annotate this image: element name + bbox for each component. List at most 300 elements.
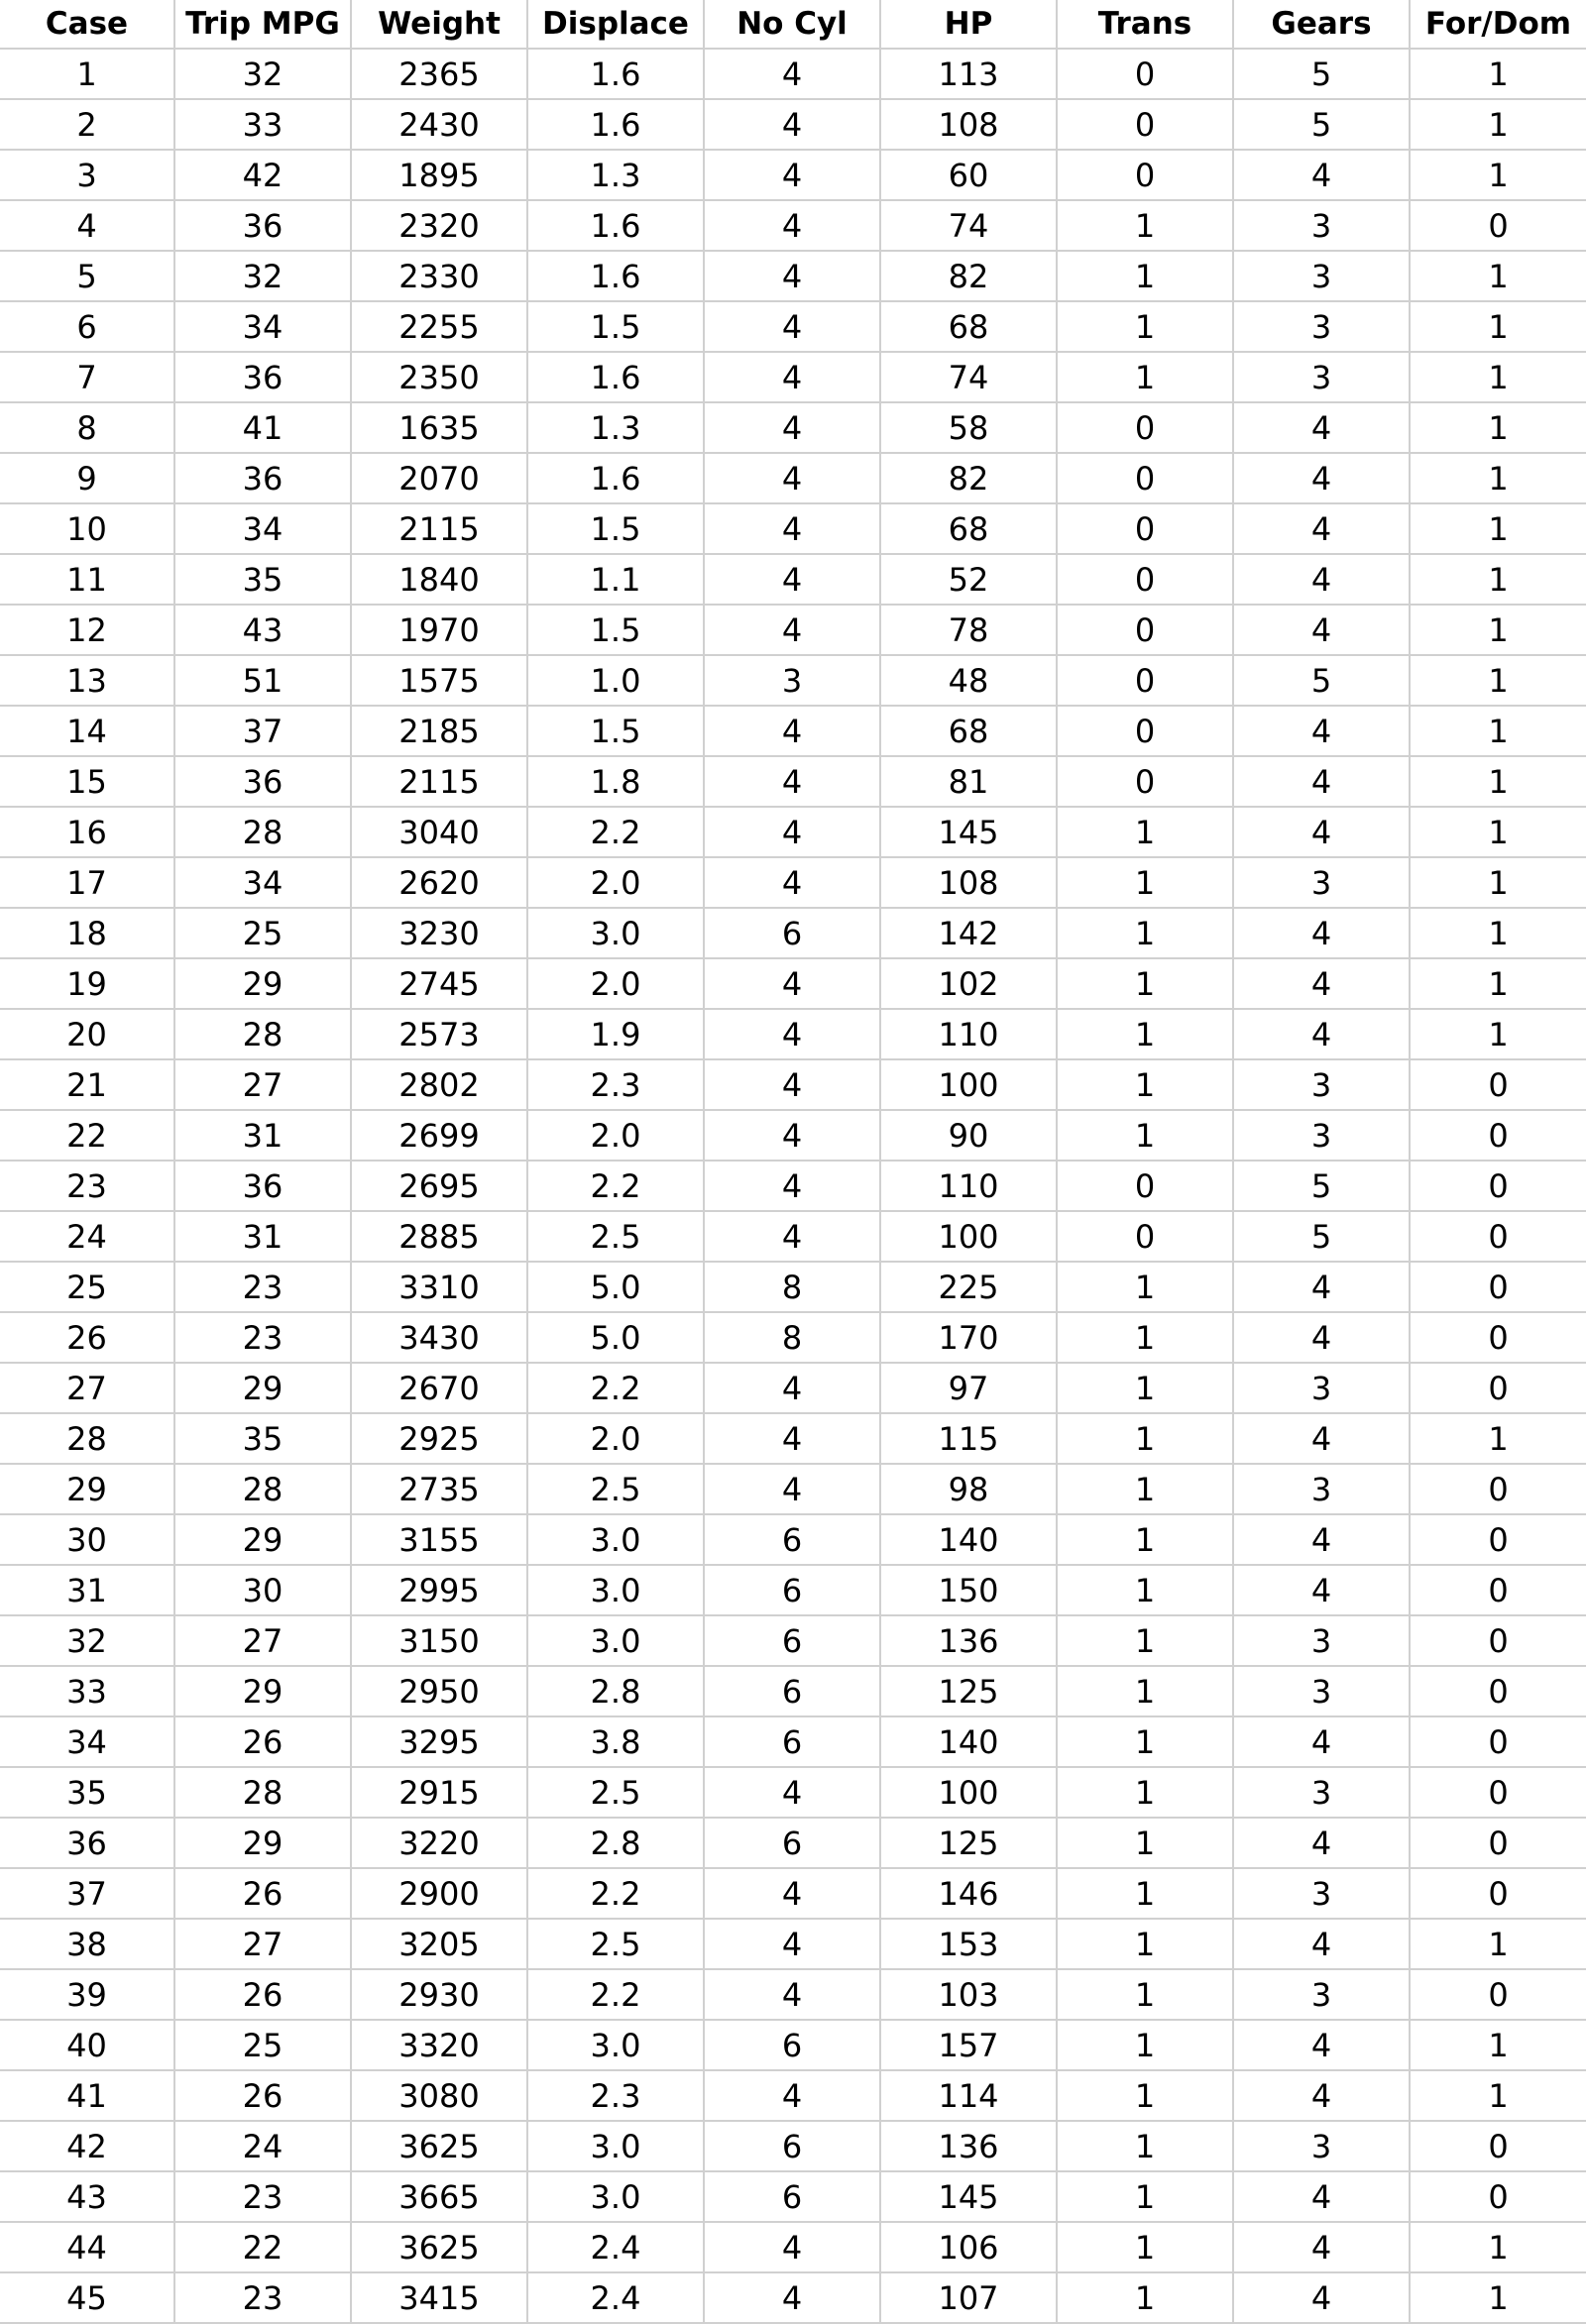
table-cell[interactable]: 2.5 [527,1919,704,1969]
table-cell[interactable]: 26 [174,1868,351,1919]
table-cell[interactable]: 2.8 [527,1818,704,1868]
table-cell[interactable]: 25 [174,2020,351,2070]
table-cell[interactable]: 1 [1410,908,1586,958]
table-cell[interactable]: 0 [1410,1161,1586,1211]
table-cell[interactable]: 37 [0,1868,174,1919]
table-cell[interactable]: 4 [704,150,880,200]
table-cell[interactable]: 5 [1233,655,1410,706]
table-cell[interactable]: 38 [0,1919,174,1969]
table-cell[interactable]: 3150 [351,1615,527,1666]
table-cell[interactable]: 31 [174,1211,351,1262]
table-cell[interactable]: 4 [704,1969,880,2020]
table-cell[interactable]: 16 [0,807,174,857]
table-cell[interactable]: 4 [1233,1919,1410,1969]
table-cell[interactable]: 3625 [351,2121,527,2171]
table-cell[interactable]: 1.8 [527,756,704,807]
table-cell[interactable]: 29 [174,1666,351,1716]
table-cell[interactable]: 1 [1057,807,1233,857]
table-cell[interactable]: 44 [0,2222,174,2272]
table-cell[interactable]: 4 [1233,1312,1410,1363]
table-cell[interactable]: 2.0 [527,857,704,908]
table-cell[interactable]: 4 [704,706,880,756]
table-cell[interactable]: 3 [704,655,880,706]
table-cell[interactable]: 1840 [351,554,527,605]
table-cell[interactable]: 4 [704,1009,880,1059]
table-cell[interactable]: 0 [1410,1666,1586,1716]
table-cell[interactable]: 3.0 [527,2171,704,2222]
table-cell[interactable]: 35 [174,554,351,605]
table-cell[interactable]: 2670 [351,1363,527,1413]
table-cell[interactable]: 0 [1410,1615,1586,1666]
table-cell[interactable]: 2115 [351,503,527,554]
table-cell[interactable]: 3 [1233,857,1410,908]
table-cell[interactable]: 82 [880,251,1057,301]
table-cell[interactable]: 4 [0,200,174,251]
table-cell[interactable]: 0 [1410,1969,1586,2020]
table-cell[interactable]: 4 [1233,756,1410,807]
table-cell[interactable]: 1 [1057,1767,1233,1818]
table-cell[interactable]: 3 [1233,352,1410,402]
table-cell[interactable]: 3080 [351,2070,527,2121]
table-cell[interactable]: 114 [880,2070,1057,2121]
table-cell[interactable]: 5 [0,251,174,301]
table-cell[interactable]: 113 [880,49,1057,99]
table-cell[interactable]: 0 [1410,1363,1586,1413]
table-cell[interactable]: 20 [0,1009,174,1059]
table-cell[interactable]: 1.6 [527,453,704,503]
table-cell[interactable]: 74 [880,352,1057,402]
table-cell[interactable]: 4 [704,1464,880,1514]
table-cell[interactable]: 19 [0,958,174,1009]
table-cell[interactable]: 17 [0,857,174,908]
table-cell[interactable]: 35 [0,1767,174,1818]
table-cell[interactable]: 4 [1233,2222,1410,2272]
table-cell[interactable]: 145 [880,807,1057,857]
table-cell[interactable]: 2.0 [527,1110,704,1161]
table-cell[interactable]: 1 [1057,1413,1233,1464]
table-cell[interactable]: 5.0 [527,1312,704,1363]
table-cell[interactable]: 2.5 [527,1464,704,1514]
table-cell[interactable]: 1 [1057,2121,1233,2171]
table-cell[interactable]: 1 [1410,756,1586,807]
table-cell[interactable]: 0 [1410,1312,1586,1363]
table-cell[interactable]: 4 [704,1110,880,1161]
column-header[interactable]: Displace [527,0,704,49]
column-header[interactable]: Weight [351,0,527,49]
table-cell[interactable]: 4 [704,807,880,857]
table-cell[interactable]: 103 [880,1969,1057,2020]
table-cell[interactable]: 4 [704,1413,880,1464]
table-cell[interactable]: 5 [1233,1161,1410,1211]
table-cell[interactable]: 4 [704,1161,880,1211]
table-cell[interactable]: 23 [174,2171,351,2222]
table-cell[interactable]: 2330 [351,251,527,301]
table-cell[interactable]: 43 [0,2171,174,2222]
table-cell[interactable]: 125 [880,1666,1057,1716]
table-cell[interactable]: 26 [174,1969,351,2020]
table-cell[interactable]: 2430 [351,99,527,150]
table-cell[interactable]: 4 [704,503,880,554]
table-cell[interactable]: 1 [1057,2020,1233,2070]
table-cell[interactable]: 23 [174,1262,351,1312]
table-cell[interactable]: 29 [174,1514,351,1565]
table-cell[interactable]: 34 [0,1716,174,1767]
table-cell[interactable]: 12 [0,605,174,655]
column-header[interactable]: Gears [1233,0,1410,49]
table-cell[interactable]: 4 [1233,958,1410,1009]
table-cell[interactable]: 1 [1057,1009,1233,1059]
table-cell[interactable]: 1.5 [527,706,704,756]
table-cell[interactable]: 1 [1410,807,1586,857]
table-cell[interactable]: 102 [880,958,1057,1009]
table-cell[interactable]: 3 [1233,301,1410,352]
table-cell[interactable]: 81 [880,756,1057,807]
table-cell[interactable]: 1 [1410,49,1586,99]
table-cell[interactable]: 1 [1057,1110,1233,1161]
table-cell[interactable]: 26 [174,2070,351,2121]
table-cell[interactable]: 3 [1233,1868,1410,1919]
table-cell[interactable]: 1.6 [527,99,704,150]
table-cell[interactable]: 1.6 [527,49,704,99]
table-cell[interactable]: 2885 [351,1211,527,1262]
table-cell[interactable]: 26 [174,1716,351,1767]
table-cell[interactable]: 4 [704,756,880,807]
table-cell[interactable]: 1 [1057,908,1233,958]
table-cell[interactable]: 32 [0,1615,174,1666]
table-cell[interactable]: 3.0 [527,2121,704,2171]
table-cell[interactable]: 100 [880,1211,1057,1262]
table-cell[interactable]: 4 [1233,1413,1410,1464]
table-cell[interactable]: 3040 [351,807,527,857]
table-cell[interactable]: 3 [1233,1969,1410,2020]
table-cell[interactable]: 2.0 [527,1413,704,1464]
table-cell[interactable]: 39 [0,1969,174,2020]
table-cell[interactable]: 3 [1233,1110,1410,1161]
table-cell[interactable]: 33 [174,99,351,150]
table-cell[interactable]: 8 [704,1312,880,1363]
table-cell[interactable]: 170 [880,1312,1057,1363]
table-cell[interactable]: 145 [880,2171,1057,2222]
table-cell[interactable]: 26 [0,1312,174,1363]
table-cell[interactable]: 98 [880,1464,1057,1514]
table-cell[interactable]: 110 [880,1161,1057,1211]
table-cell[interactable]: 2255 [351,301,527,352]
table-cell[interactable]: 6 [704,2020,880,2070]
table-cell[interactable]: 1 [1057,2171,1233,2222]
table-cell[interactable]: 4 [1233,2020,1410,2070]
table-cell[interactable]: 3 [1233,1363,1410,1413]
table-cell[interactable]: 1 [1057,301,1233,352]
table-cell[interactable]: 4 [704,605,880,655]
table-cell[interactable]: 40 [0,2020,174,2070]
table-cell[interactable]: 30 [0,1514,174,1565]
table-cell[interactable]: 2.5 [527,1767,704,1818]
table-cell[interactable]: 1 [0,49,174,99]
table-cell[interactable]: 146 [880,1868,1057,1919]
table-cell[interactable]: 34 [174,301,351,352]
table-cell[interactable]: 1.5 [527,503,704,554]
table-cell[interactable]: 3415 [351,2272,527,2323]
table-cell[interactable]: 1 [1410,706,1586,756]
table-cell[interactable]: 2320 [351,200,527,251]
table-cell[interactable]: 68 [880,706,1057,756]
table-cell[interactable]: 2.2 [527,1868,704,1919]
table-cell[interactable]: 0 [1057,402,1233,453]
table-cell[interactable]: 2995 [351,1565,527,1615]
table-cell[interactable]: 36 [0,1818,174,1868]
table-cell[interactable]: 43 [174,605,351,655]
table-cell[interactable]: 108 [880,857,1057,908]
table-cell[interactable]: 140 [880,1514,1057,1565]
table-cell[interactable]: 6 [704,1716,880,1767]
table-cell[interactable]: 4 [704,2222,880,2272]
table-cell[interactable]: 3.8 [527,1716,704,1767]
table-cell[interactable]: 42 [0,2121,174,2171]
table-cell[interactable]: 140 [880,1716,1057,1767]
table-cell[interactable]: 41 [174,402,351,453]
table-cell[interactable]: 1 [1057,1615,1233,1666]
table-cell[interactable]: 2.2 [527,1161,704,1211]
table-cell[interactable]: 4 [1233,1565,1410,1615]
table-cell[interactable]: 4 [704,857,880,908]
table-cell[interactable]: 3320 [351,2020,527,2070]
table-cell[interactable]: 2.0 [527,958,704,1009]
table-cell[interactable]: 2.2 [527,1969,704,2020]
table-cell[interactable]: 2.2 [527,1363,704,1413]
table-cell[interactable]: 2.3 [527,1059,704,1110]
table-cell[interactable]: 1.6 [527,352,704,402]
table-cell[interactable]: 2695 [351,1161,527,1211]
table-cell[interactable]: 0 [1410,1565,1586,1615]
table-cell[interactable]: 27 [174,1059,351,1110]
table-cell[interactable]: 78 [880,605,1057,655]
table-cell[interactable]: 0 [1410,1110,1586,1161]
table-cell[interactable]: 3.0 [527,1615,704,1666]
table-cell[interactable]: 1 [1057,251,1233,301]
table-cell[interactable]: 4 [1233,1514,1410,1565]
table-cell[interactable]: 1 [1057,1363,1233,1413]
table-cell[interactable]: 2.8 [527,1666,704,1716]
table-cell[interactable]: 4 [704,352,880,402]
table-cell[interactable]: 0 [1410,1059,1586,1110]
table-cell[interactable]: 4 [1233,2070,1410,2121]
table-cell[interactable]: 4 [1233,453,1410,503]
column-header[interactable]: HP [880,0,1057,49]
table-cell[interactable]: 6 [704,2171,880,2222]
table-cell[interactable]: 0 [1057,49,1233,99]
table-cell[interactable]: 3220 [351,1818,527,1868]
table-cell[interactable]: 1 [1410,150,1586,200]
table-cell[interactable]: 34 [174,503,351,554]
table-cell[interactable]: 21 [0,1059,174,1110]
table-cell[interactable]: 2735 [351,1464,527,1514]
table-cell[interactable]: 0 [1410,1818,1586,1868]
table-cell[interactable]: 1 [1410,2272,1586,2323]
table-cell[interactable]: 7 [0,352,174,402]
table-cell[interactable]: 2.2 [527,807,704,857]
table-cell[interactable]: 32 [174,49,351,99]
table-cell[interactable]: 31 [174,1110,351,1161]
table-cell[interactable]: 27 [174,1615,351,1666]
table-cell[interactable]: 0 [1410,1262,1586,1312]
table-cell[interactable]: 6 [0,301,174,352]
table-cell[interactable]: 3 [1233,1666,1410,1716]
table-cell[interactable]: 42 [174,150,351,200]
table-cell[interactable]: 107 [880,2272,1057,2323]
table-cell[interactable]: 1 [1410,1413,1586,1464]
table-cell[interactable]: 6 [704,1565,880,1615]
table-cell[interactable]: 136 [880,1615,1057,1666]
table-cell[interactable]: 13 [0,655,174,706]
table-cell[interactable]: 3.0 [527,1565,704,1615]
table-cell[interactable]: 1 [1410,301,1586,352]
table-cell[interactable]: 1 [1057,1818,1233,1868]
table-cell[interactable]: 1 [1410,99,1586,150]
table-cell[interactable]: 29 [174,1363,351,1413]
table-cell[interactable]: 4 [1233,1262,1410,1312]
table-cell[interactable]: 4 [704,200,880,251]
table-cell[interactable]: 1 [1057,1969,1233,2020]
table-cell[interactable]: 4 [1233,503,1410,554]
table-cell[interactable]: 1 [1410,2222,1586,2272]
table-cell[interactable]: 1 [1410,605,1586,655]
table-cell[interactable]: 3205 [351,1919,527,1969]
table-cell[interactable]: 2915 [351,1767,527,1818]
table-cell[interactable]: 4 [704,1868,880,1919]
table-cell[interactable]: 8 [0,402,174,453]
table-cell[interactable]: 0 [1410,2121,1586,2171]
table-cell[interactable]: 9 [0,453,174,503]
table-cell[interactable]: 2365 [351,49,527,99]
table-cell[interactable]: 68 [880,301,1057,352]
table-cell[interactable]: 4 [704,402,880,453]
table-cell[interactable]: 58 [880,402,1057,453]
table-cell[interactable]: 4 [1233,150,1410,200]
table-cell[interactable]: 4 [704,1211,880,1262]
table-cell[interactable]: 25 [0,1262,174,1312]
table-cell[interactable]: 37 [174,706,351,756]
table-cell[interactable]: 4 [704,251,880,301]
column-header[interactable]: For/Dom [1410,0,1586,49]
table-cell[interactable]: 1 [1057,1716,1233,1767]
table-cell[interactable]: 106 [880,2222,1057,2272]
table-cell[interactable]: 23 [174,2272,351,2323]
column-header[interactable]: Trans [1057,0,1233,49]
table-cell[interactable]: 1 [1057,2070,1233,2121]
table-cell[interactable]: 28 [174,1464,351,1514]
table-cell[interactable]: 4 [1233,2171,1410,2222]
table-cell[interactable]: 15 [0,756,174,807]
table-cell[interactable]: 3 [1233,1464,1410,1514]
table-cell[interactable]: 0 [1057,99,1233,150]
table-cell[interactable]: 2950 [351,1666,527,1716]
table-cell[interactable]: 100 [880,1059,1057,1110]
table-cell[interactable]: 115 [880,1413,1057,1464]
table-cell[interactable]: 29 [174,958,351,1009]
table-cell[interactable]: 2699 [351,1110,527,1161]
table-cell[interactable]: 1 [1410,251,1586,301]
table-cell[interactable]: 0 [1057,554,1233,605]
table-cell[interactable]: 1635 [351,402,527,453]
table-cell[interactable]: 2.5 [527,1211,704,1262]
table-cell[interactable]: 2802 [351,1059,527,1110]
table-cell[interactable]: 23 [174,1312,351,1363]
table-cell[interactable]: 1 [1410,1919,1586,1969]
table-cell[interactable]: 1.3 [527,150,704,200]
table-cell[interactable]: 3 [1233,2121,1410,2171]
table-cell[interactable]: 1 [1410,402,1586,453]
column-header[interactable]: Case [0,0,174,49]
table-cell[interactable]: 0 [1410,1868,1586,1919]
table-cell[interactable]: 22 [0,1110,174,1161]
table-cell[interactable]: 4 [704,1767,880,1818]
table-cell[interactable]: 3.0 [527,908,704,958]
table-cell[interactable]: 28 [0,1413,174,1464]
table-cell[interactable]: 108 [880,99,1057,150]
table-cell[interactable]: 28 [174,807,351,857]
table-cell[interactable]: 4 [1233,605,1410,655]
table-cell[interactable]: 4 [1233,807,1410,857]
table-cell[interactable]: 100 [880,1767,1057,1818]
table-cell[interactable]: 4 [704,301,880,352]
table-cell[interactable]: 0 [1057,1161,1233,1211]
table-cell[interactable]: 32 [174,251,351,301]
table-cell[interactable]: 23 [0,1161,174,1211]
table-cell[interactable]: 4 [1233,1009,1410,1059]
table-cell[interactable]: 1 [1410,453,1586,503]
table-cell[interactable]: 0 [1410,1514,1586,1565]
table-cell[interactable]: 60 [880,150,1057,200]
table-cell[interactable]: 1 [1057,1666,1233,1716]
table-cell[interactable]: 1 [1410,352,1586,402]
table-cell[interactable]: 68 [880,503,1057,554]
table-cell[interactable]: 90 [880,1110,1057,1161]
table-cell[interactable]: 74 [880,200,1057,251]
table-cell[interactable]: 1 [1057,2272,1233,2323]
table-cell[interactable]: 6 [704,908,880,958]
table-cell[interactable]: 0 [1410,1767,1586,1818]
table-cell[interactable]: 30 [174,1565,351,1615]
table-cell[interactable]: 22 [174,2222,351,2272]
table-cell[interactable]: 18 [0,908,174,958]
table-cell[interactable]: 1 [1057,352,1233,402]
table-cell[interactable]: 5 [1233,49,1410,99]
table-cell[interactable]: 110 [880,1009,1057,1059]
table-cell[interactable]: 3155 [351,1514,527,1565]
table-cell[interactable]: 1 [1410,2020,1586,2070]
table-cell[interactable]: 1.9 [527,1009,704,1059]
table-cell[interactable]: 33 [0,1666,174,1716]
table-cell[interactable]: 28 [174,1009,351,1059]
table-cell[interactable]: 0 [1057,1211,1233,1262]
table-cell[interactable]: 5.0 [527,1262,704,1312]
table-cell[interactable]: 157 [880,2020,1057,2070]
table-cell[interactable]: 29 [174,1818,351,1868]
table-cell[interactable]: 4 [704,453,880,503]
table-cell[interactable]: 4 [1233,706,1410,756]
table-cell[interactable]: 150 [880,1565,1057,1615]
table-cell[interactable]: 36 [174,200,351,251]
table-cell[interactable]: 136 [880,2121,1057,2171]
table-cell[interactable]: 2115 [351,756,527,807]
table-cell[interactable]: 3 [1233,1059,1410,1110]
table-cell[interactable]: 0 [1057,605,1233,655]
table-cell[interactable]: 36 [174,756,351,807]
table-cell[interactable]: 3.0 [527,2020,704,2070]
table-cell[interactable]: 24 [0,1211,174,1262]
table-cell[interactable]: 45 [0,2272,174,2323]
table-cell[interactable]: 1 [1057,1464,1233,1514]
